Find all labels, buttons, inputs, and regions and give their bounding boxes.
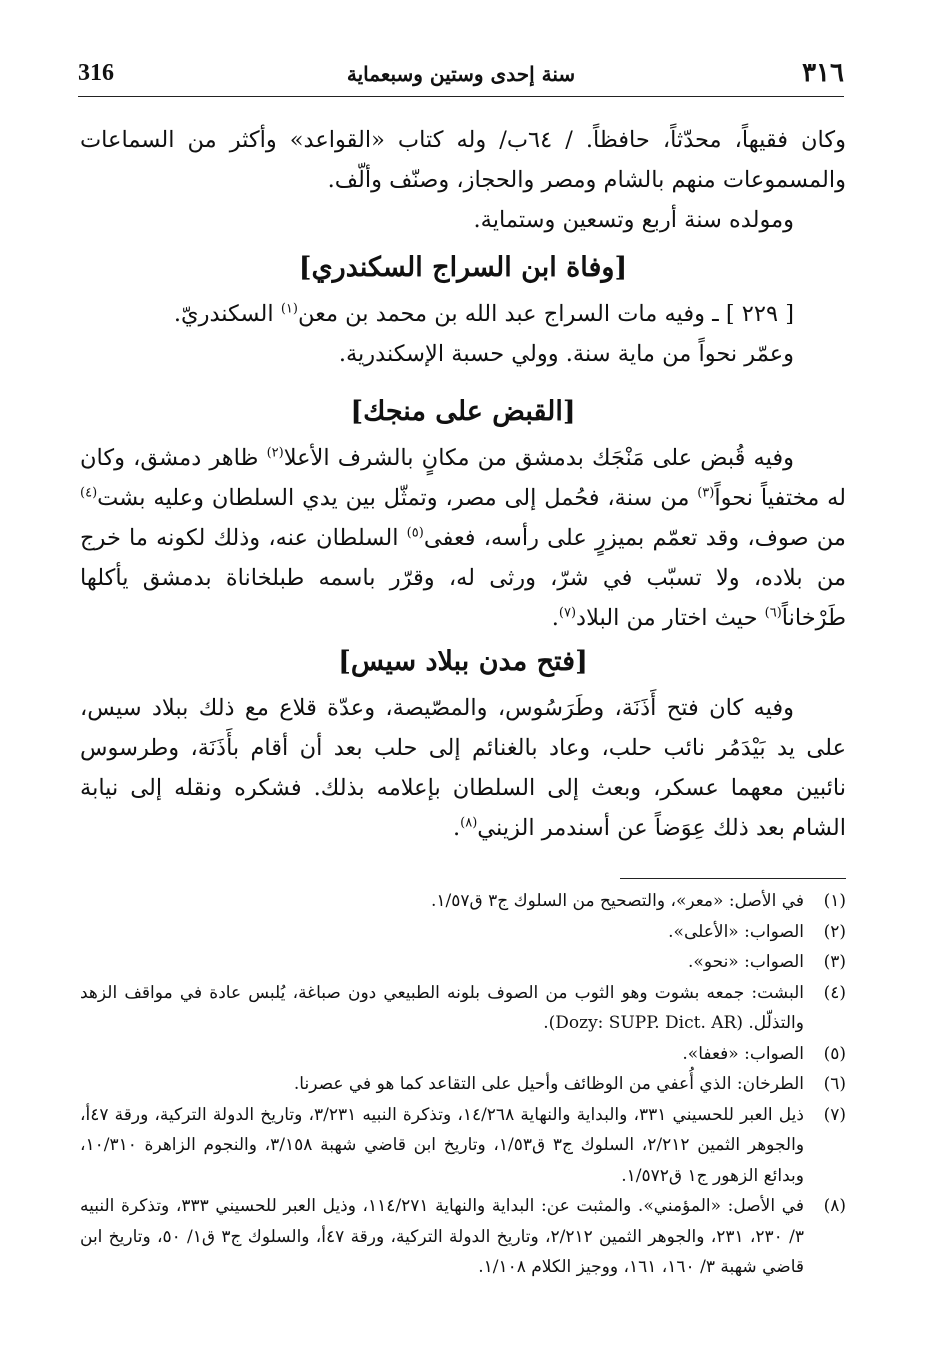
text-run: وفيه قُبض على مَنْجَك بدمشق من مكانٍ بالشرف الأعلا <box>283 445 794 471</box>
footnote-ref[interactable]: (٧) <box>558 605 577 621</box>
running-title: سنة إحدى وستين وسبعماية <box>346 62 576 86</box>
section-heading: [القبض على منجك] <box>350 396 576 427</box>
text-run: . <box>551 605 559 631</box>
footnote-text: الصواب: «فعفا». <box>682 1043 804 1064</box>
text-run: وفيه كان فتح أَذَنَة، وطَرَسُوس، والمصّيصة، وعدّة قلاع مع ذلك ببلاد سيس، على يد بَيْدَمُر نائب حلب، وعاد بالغنائم إلى حلب بعد أن أقام بأَذَنَة، وطرسوس نائبين معهما عسكر، وبعث إلى السلطان بإعلامه بذلك. فشكره ونقله إلى نيابة الشام بعد ذلك عِوَضاً عن أسندمر الزيني <box>80 695 846 841</box>
footnote-item <box>80 1069 846 1100</box>
footnote-text: البشت: جمعه بشوت وهو الثوب من الصوف بلونه الطبيعي دون صباغة، يُلبس عادة في مواقف الزهد والتذلّل. (Dozy: SUPP. Dict. AR). <box>80 982 804 1033</box>
intro-paragraph: وكان فقيهاً، محدّثاً، حافظاً. / ٦٤ب/ وله كتاب «القواعد» وأكثر من السماعات والمسموعات منهم بالشام ومصر والحجاز، وصنّف وألّف. <box>80 127 846 193</box>
entry-text-end: السكندريّ. <box>173 301 281 327</box>
footnote-number: (٦) <box>823 1074 846 1094</box>
footnote-number: (٣) <box>823 952 846 972</box>
section-heading: [فتح مدن ببلاد سيس] <box>338 646 588 677</box>
text-run: السلطان عنه، وذلك لكونه ما خرج من بلاده، ولا تسبّب في شرّ، ورثى له، وقرّر باسمه طبلخاناة بدمشق يأكلها طَرْخاناً <box>80 525 846 631</box>
running-header <box>78 56 844 97</box>
footnote-text: الصواب: «الأعلى». <box>668 921 804 942</box>
footnote-text: في الأصل: «معر»، والتصحيح من السلوك ج٣ ق١/٥٧. <box>431 891 804 911</box>
footnote-item <box>80 947 846 978</box>
footnote-ref[interactable]: (٢) <box>266 445 284 461</box>
footnote-number: (٨) <box>823 1196 846 1216</box>
footnote-separator <box>620 878 846 879</box>
text-run: . <box>453 815 461 841</box>
intro-block <box>80 120 846 240</box>
footnote-text: في الأصل: «المؤمني». والمثبت عن: البداية والنهاية ١١٤/٢٧١، وذيل العبر للحسيني ٣٣٣، وتذكرة النبيه ٣/ ٢٣٠، ٢٣١، والجوهر الثمين ٢/٢١٢، وتاريخ الدولة التركية، ورقة ٤٧أ، والسلوك ج٣ ق١/ ٥٠، وتاريخ ابن قاضي شهبة ٣/ ١٦٠، ١٦١، ووجيز الكلام ١/١٠٨. <box>80 1196 804 1277</box>
section-paragraph <box>80 688 846 848</box>
section-heading: [وفاة ابن السراج السكندري] <box>298 252 628 283</box>
footnote-ref[interactable]: (١) <box>280 301 298 317</box>
footnote-number: (٤) <box>823 982 846 1003</box>
footnote-item <box>80 886 846 917</box>
footnote-ref[interactable]: (٤) <box>80 485 98 501</box>
footnote-item <box>80 1191 846 1283</box>
footnote-ref[interactable]: (٥) <box>406 525 424 541</box>
footnote-text: الطرخان: الذي أُعفي من الوظائف وأحيل على التقاعد كما هو في عصرنا. <box>293 1074 804 1094</box>
entry-text: [ ٢٢٩ ] ـ وفيه مات السراج عبد الله بن محمد بن معن <box>297 301 794 327</box>
section-arrest-manjak <box>80 390 846 638</box>
birth-paragraph: ومولده سنة أربع وتسعين وستماية. <box>473 207 794 233</box>
section-paragraph <box>80 438 846 638</box>
page-number-latin: 316 <box>78 60 114 86</box>
text-run: ظاهر دمشق، وكان له مختفياً نحواً <box>80 445 847 511</box>
section-death-ibn-siraj <box>80 246 846 374</box>
footnote-number: (٧) <box>823 1104 846 1125</box>
footnotes <box>80 886 846 1283</box>
text-run: من صوف، وقد تعمّم بميزرٍ على رأسه، فعفى <box>423 525 846 551</box>
text-run: من سنة، فحُمل إلى مصر، وتمثّل بين يدي السلطان وعليه بشت <box>97 485 698 511</box>
footnote-item <box>80 1039 846 1070</box>
footnote-item <box>80 1100 846 1192</box>
footnote-text: ذيل العبر للحسيني ٣٣١، والبداية والنهاية ١٤/٢٦٨، وتذكرة النبيه ٣/٢٣١، وتاريخ الدولة التركية، ورقة ٤٧أ، والجوهر الثمين ٢/٢١٢، السلوك ج٣ ق١/٥٣، وتاريخ ابن قاضي شهبة ٣/١٥٨، والنجوم الزاهرة ١٠/٣١٠، وبدائع الزهور ج١ ق١/٥٧٢. <box>80 1104 805 1186</box>
footnote-ref[interactable]: (٨) <box>460 815 478 831</box>
footnote-item <box>80 978 846 1039</box>
footnote-number: (٢) <box>823 921 846 942</box>
footnote-item <box>80 917 846 948</box>
footnote-number: (١) <box>823 891 846 911</box>
footnote-ref[interactable]: (٣) <box>697 485 715 501</box>
text-run: حيث اختار من البلاد <box>576 605 765 631</box>
entry-paragraph <box>80 294 846 334</box>
section-conquest-sis <box>80 640 846 848</box>
footnote-ref[interactable]: (٦) <box>764 605 782 621</box>
page-number-arabic: ٣١٦ <box>802 58 844 88</box>
entry-paragraph-2: وعمّر نحواً من ماية سنة. وولي حسبة الإسكندرية. <box>338 341 794 367</box>
footnote-text: الصواب: «نحو». <box>688 952 804 972</box>
footnote-number: (٥) <box>823 1043 846 1064</box>
